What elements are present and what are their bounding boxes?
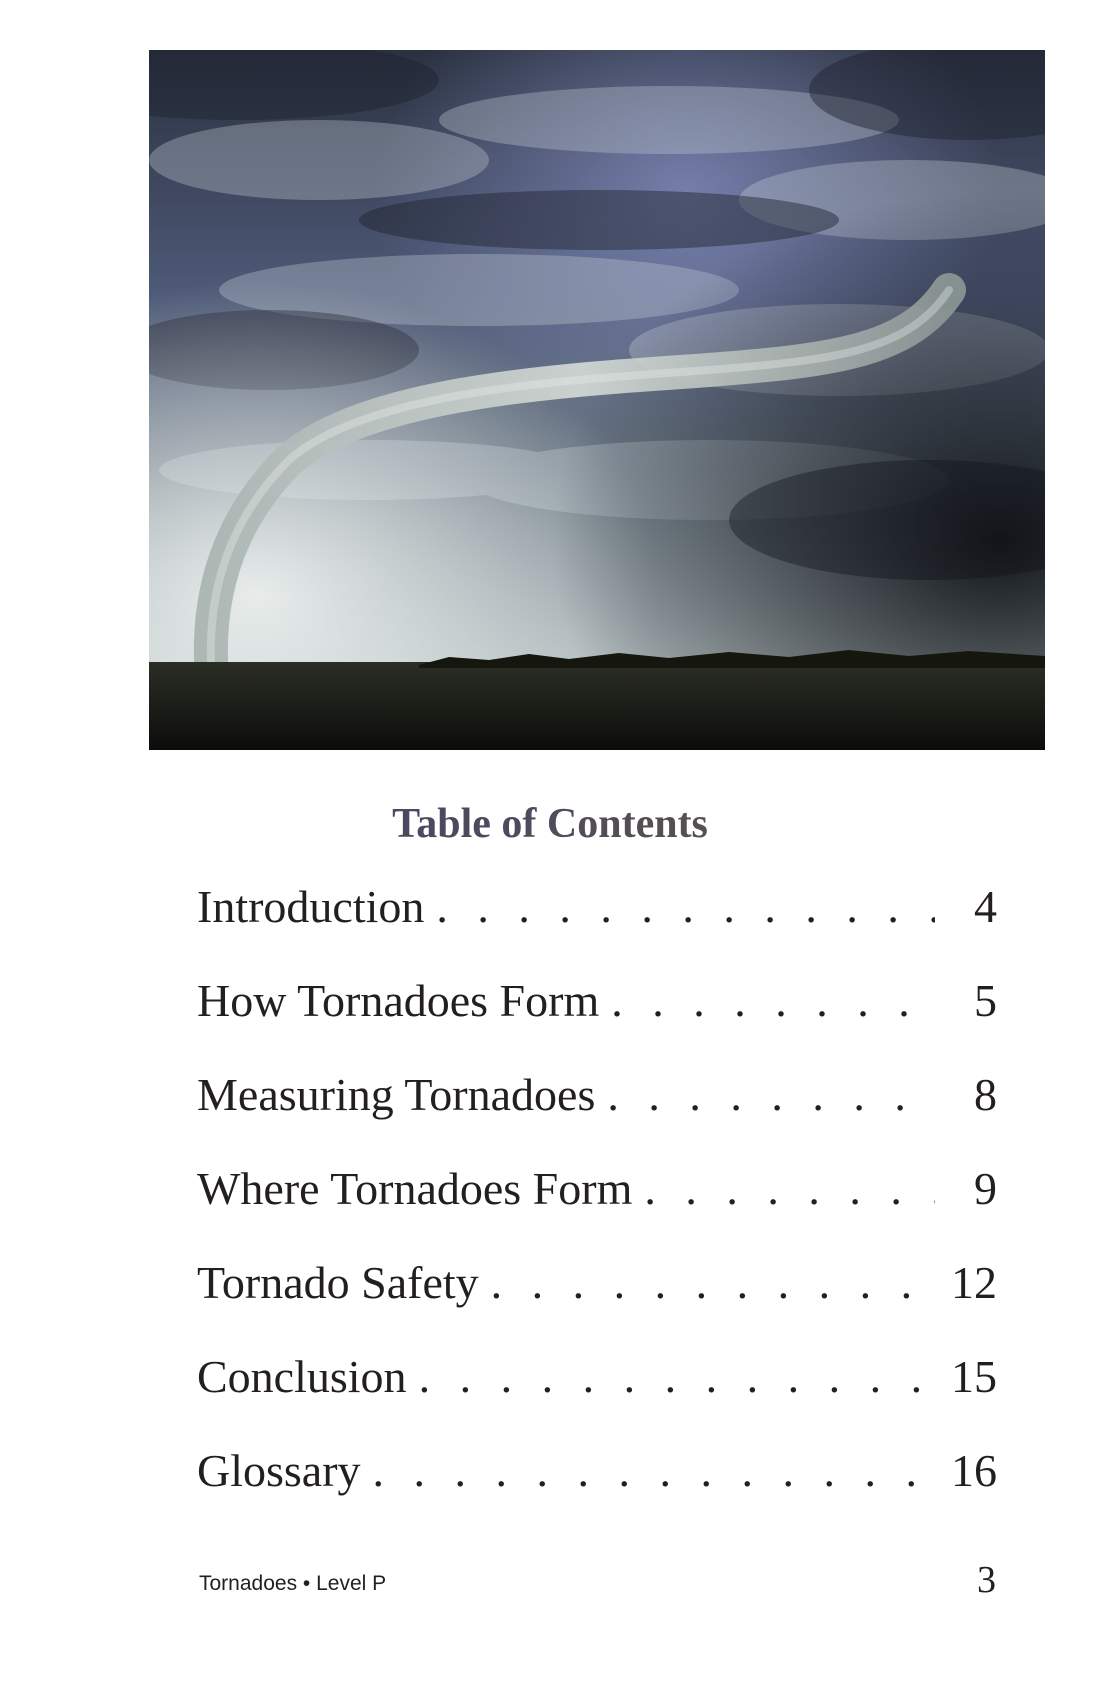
- tornado-photo: [149, 50, 1045, 750]
- toc-dot-leader: [607, 1068, 935, 1121]
- toc-title: Table of Contents: [0, 800, 1100, 848]
- toc-entry-page: 4: [974, 881, 997, 932]
- toc-entry-introduction[interactable]: [197, 880, 997, 974]
- toc-entry-page: 9: [974, 1163, 997, 1214]
- toc-entry-page: 8: [974, 1069, 997, 1120]
- toc-entry-how-tornadoes-form[interactable]: [197, 974, 997, 1068]
- toc-dot-leader: [419, 1350, 933, 1403]
- toc-entry-page: 16: [951, 1445, 997, 1496]
- toc-entry-page: 15: [951, 1351, 997, 1402]
- toc-entry-label: Conclusion: [197, 1351, 407, 1402]
- toc-entry-tornado-safety[interactable]: [197, 1256, 997, 1350]
- toc-dot-leader: [491, 1256, 933, 1309]
- footer-page-number: 3: [977, 1559, 996, 1601]
- toc-entry-label: Where Tornadoes Form: [197, 1163, 633, 1214]
- toc-entry-measuring-tornadoes[interactable]: [197, 1068, 997, 1162]
- toc-entry-where-tornadoes-form[interactable]: [197, 1162, 997, 1256]
- footer-book-info: Tornadoes • Level P: [199, 1572, 387, 1595]
- toc-entry-page: 5: [974, 975, 997, 1026]
- table-of-contents: [197, 880, 997, 1538]
- toc-entry-label: Glossary: [197, 1445, 361, 1496]
- toc-entry-label: How Tornadoes Form: [197, 975, 600, 1026]
- toc-entry-label: Tornado Safety: [197, 1257, 479, 1308]
- toc-entry-label: Measuring Tornadoes: [197, 1069, 596, 1120]
- toc-dot-leader: [373, 1444, 933, 1497]
- toc-dot-leader: [436, 880, 935, 933]
- toc-entry-conclusion[interactable]: [197, 1350, 997, 1444]
- toc-entry-label: Introduction: [197, 881, 425, 932]
- toc-entry-page: 12: [951, 1257, 997, 1308]
- toc-dot-leader: [611, 974, 935, 1027]
- toc-entry-glossary[interactable]: [197, 1444, 997, 1538]
- toc-dot-leader: [644, 1162, 935, 1215]
